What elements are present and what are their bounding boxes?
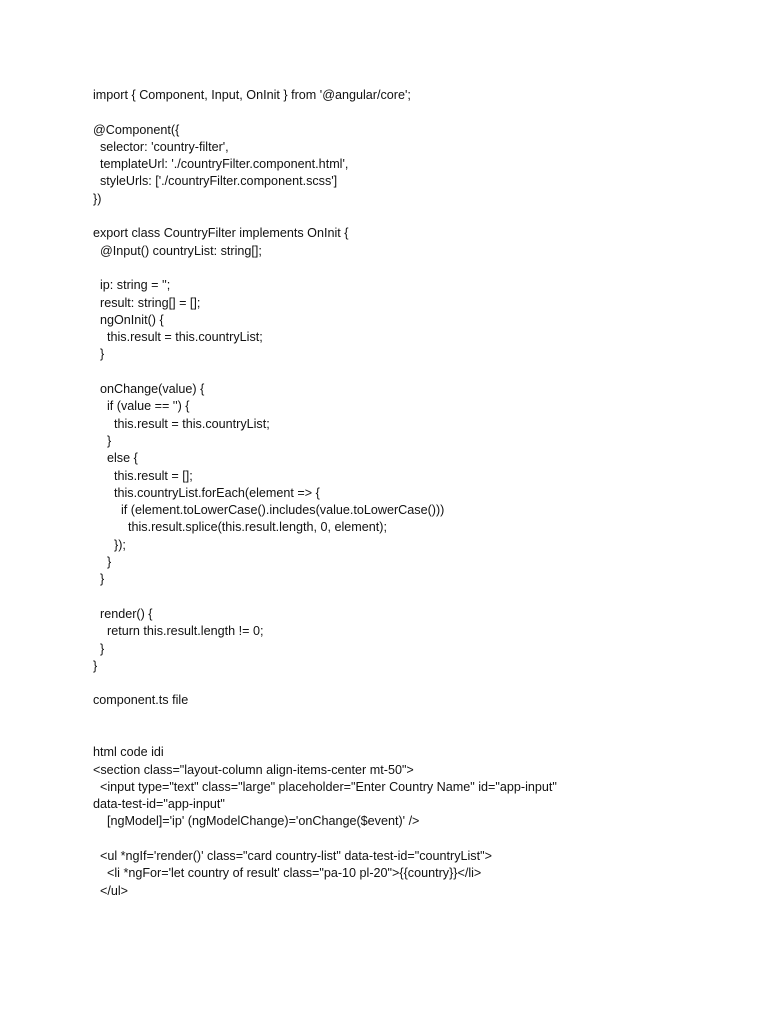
text-line: } <box>93 555 112 570</box>
text-line: templateUrl: './countryFilter.component.html', <box>93 157 349 172</box>
text-line: data-test-id="app-input" <box>93 797 225 812</box>
text-line: } <box>93 433 112 448</box>
text-line: this.result = this.countryList; <box>93 416 270 431</box>
text-line <box>93 260 733 277</box>
text-line: }); <box>93 537 126 552</box>
text-line: }) <box>93 191 102 206</box>
text-line <box>93 208 733 225</box>
text-line: @Input() countryList: string[]; <box>93 243 262 258</box>
text-line: result: string[] = []; <box>93 295 201 310</box>
text-line: @Component({ <box>93 122 180 137</box>
text-line <box>93 364 733 381</box>
text-line <box>93 727 733 744</box>
text-line: if (value == '') { <box>93 399 190 414</box>
text-line: } <box>93 572 105 587</box>
text-line: } <box>93 347 105 362</box>
text-line: styleUrls: ['./countryFilter.component.scss'] <box>93 174 338 189</box>
text-line: } <box>93 658 98 673</box>
text-line: this.countryList.forEach(element => { <box>93 485 320 500</box>
text-line: render() { <box>93 606 153 621</box>
text-line: component.ts file <box>93 693 189 708</box>
text-line: this.result = this.countryList; <box>93 330 263 345</box>
text-line: <li *ngFor='let country of result' class="pa-10 pl-20">{{country}}</li> <box>93 866 482 881</box>
text-line: ngOnInit() { <box>93 312 164 327</box>
text-line: </ul> <box>93 883 129 898</box>
text-line: else { <box>93 451 138 466</box>
text-line: <ul *ngIf='render()' class="card country-list" data-test-id="countryList"> <box>93 849 492 864</box>
text-line: [ngModel]='ip' (ngModelChange)='onChange($event)' /> <box>93 814 420 829</box>
text-line: import { Component, Input, OnInit } from '@angular/core'; <box>93 88 411 102</box>
text-line: return this.result.length != 0; <box>93 624 264 639</box>
text-line: this.result.splice(this.result.length, 0, element); <box>93 520 387 535</box>
text-line: export class CountryFilter implements OnInit { <box>93 226 349 241</box>
text-line: html code idi <box>93 745 164 760</box>
text-line <box>93 831 733 848</box>
text-line: if (element.toLowerCase().includes(value.toLowerCase())) <box>93 503 445 518</box>
text-line: selector: 'country-filter', <box>93 139 229 154</box>
document-text <box>93 87 733 900</box>
text-line <box>93 675 733 692</box>
text-line: onChange(value) { <box>93 382 205 397</box>
text-line: ip: string = ''; <box>93 278 171 293</box>
text-line <box>93 589 733 606</box>
text-line <box>93 710 733 727</box>
text-line: <input type="text" class="large" placeholder="Enter Country Name" id="app-input" <box>93 779 557 794</box>
text-line: this.result = []; <box>93 468 193 483</box>
text-line: } <box>93 641 105 656</box>
text-line <box>93 104 733 121</box>
text-line: <section class="layout-column align-items-center mt-50"> <box>93 762 414 777</box>
